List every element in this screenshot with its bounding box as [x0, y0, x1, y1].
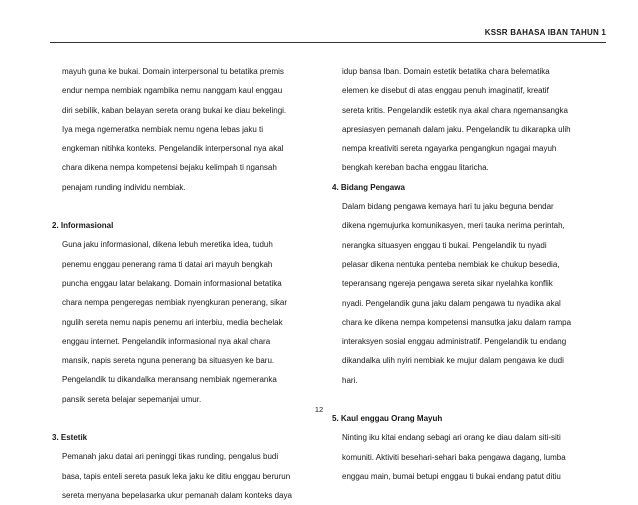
page-number: 12	[314, 405, 324, 414]
body-line: basa, tapis enteli sereta pasuk leka jaku ke ditiu enggau berurun	[62, 471, 291, 481]
body-line: puncha enggau latar belakang. Domain informasional betatika	[62, 278, 282, 288]
body-line: dikena ngemujurka komunikasyen, meri tauka nerima perintah,	[342, 221, 565, 231]
body-line: nerangka situasyen enggau ti bukai. Pengelandik tu nyadi	[342, 240, 547, 250]
body-line: chara ke dikena nempa kompetensi mansutka jaku dalam rampa	[342, 317, 572, 327]
body-line: Ninting iku kitai endang sebagi ari orang ke diau dalam siti-siti	[342, 433, 561, 443]
body-line: interaksyen sosial enggau administratif. Pengelandik tu endang	[342, 337, 567, 347]
body-line: chara nempa pengeregas nembiak nyengkuran penerang, sikar	[62, 298, 288, 308]
section-body-kaul-orang-mayuh	[332, 428, 594, 486]
body-line: pansik sereta belajar sepemanjai umur.	[62, 394, 202, 404]
header-title: KSSR BAHASA IBAN TAHUN 1	[484, 28, 606, 37]
right-intro-line: nempa kreativiti sereta ngayarka pengangkun ngagai mayuh	[342, 144, 557, 154]
section-title-kaul-orang-mayuh: 5. Kaul enggau Orang Mayuh	[332, 414, 443, 424]
body-line: mansik, napis sereta nguna penerang ba situasyen ke baru.	[62, 356, 275, 366]
section-body-informasional	[52, 235, 310, 409]
section-body-bidang-pengawa	[332, 197, 594, 390]
left-intro-line: Iya mega ngemeratka nembiak nemu ngena lebas jaku ti	[62, 124, 264, 134]
left-intro-line: diri sebilik, kaban belayan sereta orang bukai ke diau bekelingi.	[62, 105, 287, 115]
section-body-estetik	[52, 447, 310, 505]
body-line: pelasar dikena nentuka penteba nembiak ke chukup besedia,	[342, 259, 560, 269]
left-intro-line: endur nempa nembiak ngambika nemu nanggam kaul enggau	[62, 86, 283, 96]
left-intro-line: engkeman nitihka konteks. Pengelandik interpersonal nya akal	[62, 144, 284, 154]
left-column	[52, 62, 310, 505]
header-rule	[50, 42, 606, 43]
right-intro-line: bengkah kereban bacha enggau litaricha.	[342, 163, 489, 173]
body-line: dikandalka ulih nyiri nembiak ke mujur dalam pengawa ke dudi	[342, 356, 564, 366]
right-intro-paragraph	[332, 62, 594, 178]
body-line: enggau main, bumai betupi enggau ti bukai endang patut ditiu	[342, 471, 561, 481]
body-line: nyadi. Pengelandik guna jaku dalam pengawa tu nyadika akal	[342, 298, 561, 308]
right-intro-line: elemen ke disebut di atas enggau penuh imaginatif, kreatif	[342, 86, 549, 96]
right-intro-line: sereta kritis. Pengelandik estetik nya akal chara ngemansangka	[342, 105, 568, 115]
section-title-bidang-pengawa: 4. Bidang Pengawa	[332, 182, 405, 192]
body-line: ngulih sereta nemu napis penemu ari interbiu, media bechelak	[62, 317, 283, 327]
right-intro-line: apresiasyen pemanah dalam jaku. Pengelandik tu dikarapka ulih	[342, 124, 571, 134]
left-intro-line: mayuh guna ke bukai. Domain interpersonal tu betatika premis	[62, 67, 284, 76]
body-line: sereta menyana bepelasarka ukur pemanah dalam konteks daya	[62, 490, 292, 500]
body-line: hari.	[342, 375, 358, 385]
body-line: Dalam bidang pengawa kemaya hari tu jaku beguna bendar	[342, 202, 554, 212]
body-line: penemu enggau penerang rama ti datai ari mayuh bengkah	[62, 259, 273, 269]
body-line: teperansang ngereja pengawa sereta sikar nyelahka konflik	[342, 279, 553, 289]
right-column	[332, 62, 594, 486]
section-title-estetik: 3. Estetik	[52, 433, 88, 443]
body-line: komuniti. Aktiviti besehari-sehari baka pengawa dagang, lumba	[342, 452, 566, 462]
left-intro-line: penajam runding individu nembiak.	[62, 182, 186, 192]
left-intro-line: chara dikena nempa kompetensi bejaku kelimpah ti ngansah	[62, 163, 277, 173]
section-title-informasional: 2. Informasional	[52, 221, 114, 231]
body-line: Pengelandik tu dikandalka meransang nembiak ngemeranka	[62, 375, 277, 385]
body-line: Guna jaku informasional, dikena lebuh meretika idea, tuduh	[62, 240, 273, 250]
right-intro-line: idup bansa Iban. Domain estetik betatika chara belematika	[342, 67, 550, 76]
body-line: enggau internet. Pengelandik informasional nya akal chara	[62, 336, 271, 346]
body-line: Pemanah jaku datai ari peninggi tikas runding, pengalus budi	[62, 452, 279, 462]
left-intro-paragraph	[52, 62, 310, 197]
